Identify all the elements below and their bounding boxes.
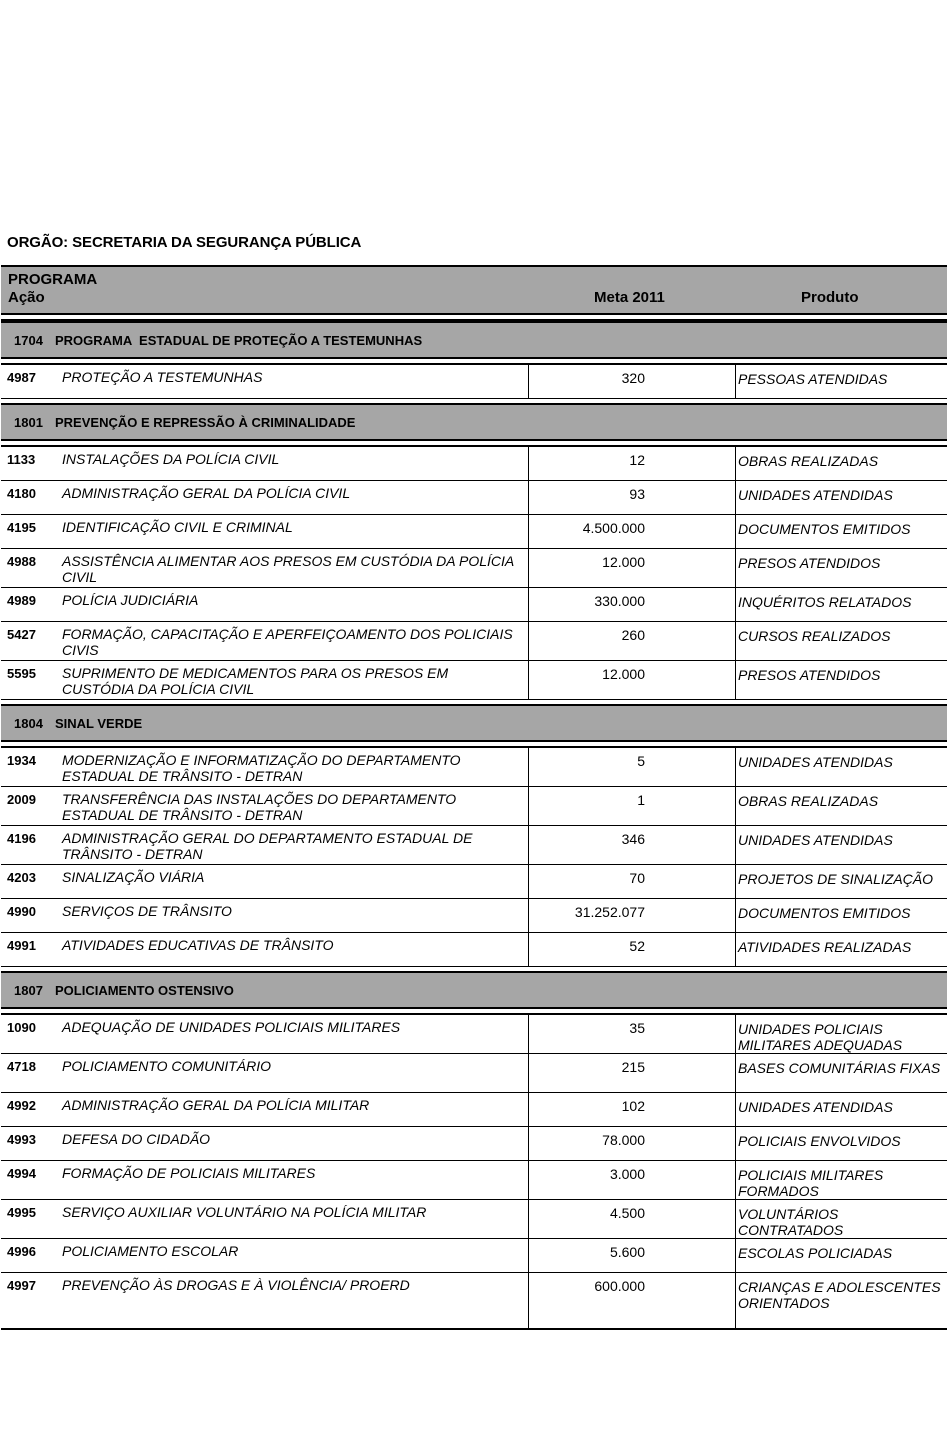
program-row (1, 321, 947, 359)
action-meta: 3.000 (529, 1161, 736, 1199)
program-row (1, 403, 947, 441)
action-code: 4994 (7, 1166, 36, 1181)
action-meta: 12 (529, 447, 736, 480)
action-produto: UNIDADES ATENDIDAS (738, 754, 893, 770)
table-row (1, 588, 947, 622)
action-produto: ESCOLAS POLICIADAS (738, 1245, 893, 1261)
table-row (1, 447, 947, 481)
action-produto: UNIDADES ATENDIDAS (738, 487, 893, 503)
action-meta: 31.252.077 (529, 899, 736, 932)
action-meta: 346 (529, 826, 736, 864)
action-code: 4991 (7, 938, 36, 953)
action-name: FORMAÇÃO, CAPACITAÇÃO E APERFEIÇOAMENTO DOS POLICIAIS CIVIS (55, 622, 529, 660)
action-code: 5427 (7, 627, 36, 642)
table-row (1, 622, 947, 661)
program-code: 1804 (14, 716, 43, 731)
action-meta: 70 (529, 865, 736, 898)
table-row (1, 1054, 947, 1093)
table-header (1, 265, 947, 315)
header-produto: Produto (801, 289, 859, 306)
action-produto: UNIDADES POLICIAIS MILITARES ADEQUADAS (738, 1021, 903, 1053)
action-code: 4196 (7, 831, 36, 846)
action-meta: 1 (529, 787, 736, 825)
action-produto: CURSOS REALIZADOS (738, 628, 891, 644)
action-produto: DOCUMENTOS EMITIDOS (738, 905, 911, 921)
table-row (1, 826, 947, 865)
table-row (1, 1161, 947, 1200)
table-row (1, 481, 947, 515)
action-code: 4995 (7, 1205, 36, 1220)
action-produto: POLICIAIS MILITARES FORMADOS (738, 1167, 884, 1199)
action-name: FORMAÇÃO DE POLICIAIS MILITARES (55, 1161, 529, 1199)
program-name: SINAL VERDE (55, 716, 143, 731)
action-meta: 330.000 (529, 588, 736, 621)
action-code: 2009 (7, 792, 36, 807)
action-produto: POLICIAIS ENVOLVIDOS (738, 1133, 901, 1149)
table-row (1, 1200, 947, 1239)
program-code: 1807 (14, 983, 43, 998)
action-code: 4203 (7, 870, 36, 885)
program-name: PREVENÇÃO E REPRESSÃO À CRIMINALIDADE (55, 415, 356, 430)
program-code: 1801 (14, 415, 43, 430)
table-row (1, 1273, 947, 1330)
action-code: 4997 (7, 1278, 36, 1293)
action-produto: PROJETOS DE SINALIZAÇÃO (738, 871, 934, 887)
action-meta: 93 (529, 481, 736, 514)
table-row (1, 787, 947, 826)
table-row (1, 365, 947, 399)
action-code: 1090 (7, 1020, 36, 1035)
budget-table (1, 265, 947, 1330)
action-meta: 600.000 (529, 1273, 736, 1328)
action-produto: OBRAS REALIZADAS (738, 453, 879, 469)
action-produto: DOCUMENTOS EMITIDOS (738, 521, 911, 537)
table-row (1, 1015, 947, 1054)
action-meta: 4.500.000 (529, 515, 736, 548)
action-code: 4989 (7, 593, 36, 608)
action-name: INSTALAÇÕES DA POLÍCIA CIVIL (55, 447, 529, 480)
header-programa: PROGRAMA (8, 271, 98, 288)
action-name: MODERNIZAÇÃO E INFORMATIZAÇÃO DO DEPARTAMENTO ESTADUAL DE TRÂNSITO - DETRAN (55, 748, 529, 786)
action-name: ADMINISTRAÇÃO GERAL DA POLÍCIA MILITAR (55, 1093, 529, 1126)
action-code: 4996 (7, 1244, 36, 1259)
action-meta: 12.000 (529, 549, 736, 587)
action-name: ADMINISTRAÇÃO GERAL DO DEPARTAMENTO ESTADUAL DE TRÂNSITO - DETRAN (55, 826, 529, 864)
program-row (1, 971, 947, 1009)
action-code: 1133 (7, 452, 36, 467)
table-row (1, 933, 947, 967)
action-name: POLICIAMENTO ESCOLAR (55, 1239, 529, 1272)
table-row (1, 748, 947, 787)
action-name: IDENTIFICAÇÃO CIVIL E CRIMINAL (55, 515, 529, 548)
action-name: POLÍCIA JUDICIÁRIA (55, 588, 529, 621)
action-produto: PRESOS ATENDIDOS (738, 667, 881, 683)
action-produto: BASES COMUNITÁRIAS FIXAS (738, 1060, 941, 1076)
action-name: ADMINISTRAÇÃO GERAL DA POLÍCIA CIVIL (55, 481, 529, 514)
action-code: 4990 (7, 904, 36, 919)
program-name: POLICIAMENTO OSTENSIVO (55, 983, 234, 998)
action-name: SERVIÇO AUXILIAR VOLUNTÁRIO NA POLÍCIA MILITAR (55, 1200, 529, 1238)
program-name: PROGRAMA ESTADUAL DE PROTEÇÃO A TESTEMUNHAS (55, 333, 423, 348)
program-row (1, 704, 947, 742)
action-produto: UNIDADES ATENDIDAS (738, 832, 893, 848)
action-meta: 35 (529, 1015, 736, 1053)
header-meta: Meta 2011 (594, 289, 665, 306)
action-meta: 260 (529, 622, 736, 660)
action-produto: ATIVIDADES REALIZADAS (738, 939, 912, 955)
action-produto: INQUÉRITOS RELATADOS (738, 594, 912, 610)
action-name: PREVENÇÃO ÀS DROGAS E À VIOLÊNCIA/ PROERD (55, 1273, 529, 1328)
action-meta: 5.600 (529, 1239, 736, 1272)
table-row (1, 661, 947, 700)
table-row (1, 1093, 947, 1127)
action-name: POLICIAMENTO COMUNITÁRIO (55, 1054, 529, 1092)
action-produto: OBRAS REALIZADAS (738, 793, 879, 809)
table-row (1, 1127, 947, 1161)
action-meta: 12.000 (529, 661, 736, 699)
action-meta: 215 (529, 1054, 736, 1092)
action-produto: CRIANÇAS E ADOLESCENTES ORIENTADOS (738, 1279, 941, 1311)
action-meta: 5 (529, 748, 736, 786)
table-row (1, 515, 947, 549)
table-row (1, 1239, 947, 1273)
table-body (1, 321, 947, 1330)
action-name: TRANSFERÊNCIA DAS INSTALAÇÕES DO DEPARTAMENTO ESTADUAL DE TRÂNSITO - DETRAN (55, 787, 529, 825)
action-code: 4718 (7, 1059, 36, 1074)
action-name: DEFESA DO CIDADÃO (55, 1127, 529, 1160)
action-meta: 102 (529, 1093, 736, 1126)
action-meta: 4.500 (529, 1200, 736, 1238)
orgao-title: ORGÃO: SECRETARIA DA SEGURANÇA PÚBLICA (7, 234, 362, 251)
action-code: 5595 (7, 666, 36, 681)
table-row (1, 899, 947, 933)
action-code: 4992 (7, 1098, 36, 1113)
action-code: 4988 (7, 554, 36, 569)
action-name: SUPRIMENTO DE MEDICAMENTOS PARA OS PRESOS EM CUSTÓDIA DA POLÍCIA CIVIL (55, 661, 529, 699)
action-name: ATIVIDADES EDUCATIVAS DE TRÂNSITO (55, 933, 529, 966)
header-acao: Ação (8, 289, 45, 306)
table-row (1, 549, 947, 588)
program-code: 1704 (14, 333, 43, 348)
action-meta: 320 (529, 365, 736, 398)
action-code: 4993 (7, 1132, 36, 1147)
action-meta: 52 (529, 933, 736, 966)
table-row (1, 865, 947, 899)
action-code: 4195 (7, 520, 36, 535)
action-meta: 78.000 (529, 1127, 736, 1160)
action-name: PROTEÇÃO A TESTEMUNHAS (55, 365, 529, 398)
action-code: 4180 (7, 486, 36, 501)
action-name: SERVIÇOS DE TRÂNSITO (55, 899, 529, 932)
action-code: 1934 (7, 753, 36, 768)
action-produto: UNIDADES ATENDIDAS (738, 1099, 893, 1115)
action-name: ASSISTÊNCIA ALIMENTAR AOS PRESOS EM CUSTÓDIA DA POLÍCIA CIVIL (55, 549, 529, 587)
action-name: SINALIZAÇÃO VIÁRIA (55, 865, 529, 898)
action-produto: PESSOAS ATENDIDAS (738, 371, 888, 387)
action-name: ADEQUAÇÃO DE UNIDADES POLICIAIS MILITARES (55, 1015, 529, 1053)
action-produto: PRESOS ATENDIDOS (738, 555, 881, 571)
action-produto: VOLUNTÁRIOS CONTRATADOS (738, 1206, 844, 1238)
action-code: 4987 (7, 370, 36, 385)
